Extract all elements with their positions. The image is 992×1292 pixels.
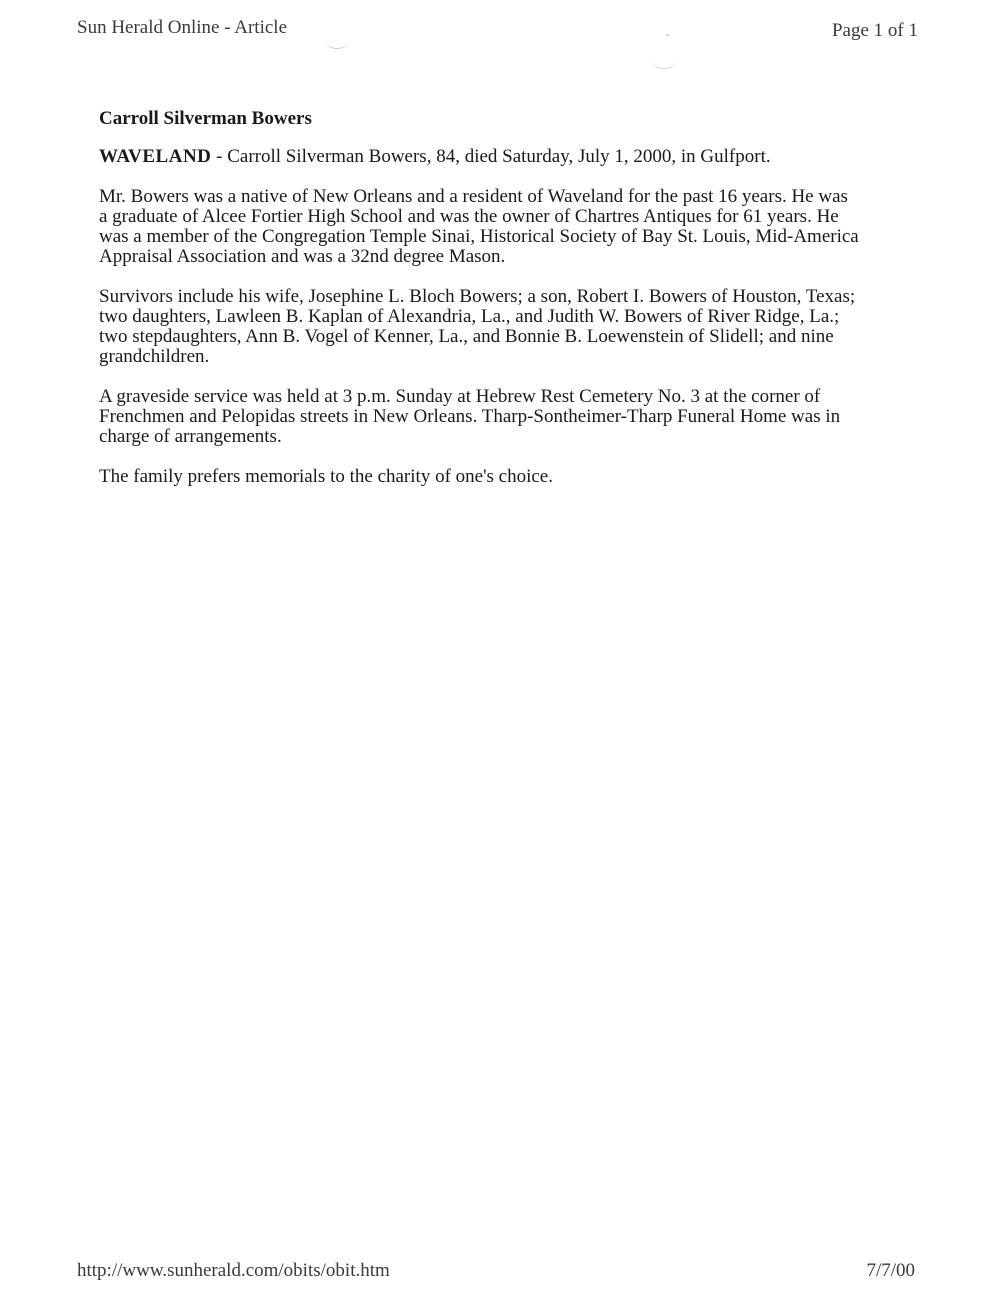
- paragraph-service: A graveside service was held at 3 p.m. Sunday at Hebrew Rest Cemetery No. 3 at the corner of Frenchmen and Pelopidas streets in New Orleans. Tharp-Sontheimer-Tharp Funeral Home was in charge of arrangements.: [99, 386, 841, 447]
- page-number: Page 1 of 1: [831, 20, 918, 41]
- lead-text: - Carroll Silverman Bowers, 84, died Saturday, July 1, 2000, in Gulfport.: [211, 146, 771, 167]
- article-body: [99, 107, 859, 507]
- lead-paragraph: [99, 147, 859, 167]
- paragraph-survivors: Survivors include his wife, Josephine L. Bloch Bowers; a son, Robert I. Bowers of Houston, Texas; two daughters, Lawleen B. Kaplan of Alexandria, La., and Judith W. Bowers of River Ridge, La.; two stepdaughters, Ann B. Vogel of Kenner, La., and Bonnie B. Loewenstein of Slidell; and nine grandchildren.: [99, 286, 856, 367]
- scan-artifact: [652, 54, 676, 69]
- paragraph-memorials: The family prefers memorials to the charity of one's choice.: [99, 466, 553, 487]
- dateline: WAVELAND: [99, 146, 212, 167]
- footer-url: http://www.sunherald.com/obits/obit.htm: [77, 1260, 390, 1281]
- paragraph-biography: Mr. Bowers was a native of New Orleans and a resident of Waveland for the past 16 years. He was a graduate of Alcee Fortier High School and was the owner of Chartres Antiques for 61 years. He was a member of the Congregation Temple Sinai, Historical Society of Bay St. Louis, Mid-America Appraisal Association and was a 32nd degree Mason.: [99, 186, 859, 267]
- scan-artifact: [666, 34, 669, 36]
- scan-artifact: [326, 34, 348, 49]
- header-source: Sun Herald Online - Article: [77, 17, 288, 38]
- article-title: Carroll Silverman Bowers: [99, 108, 312, 129]
- footer-date: 7/7/00: [866, 1260, 915, 1281]
